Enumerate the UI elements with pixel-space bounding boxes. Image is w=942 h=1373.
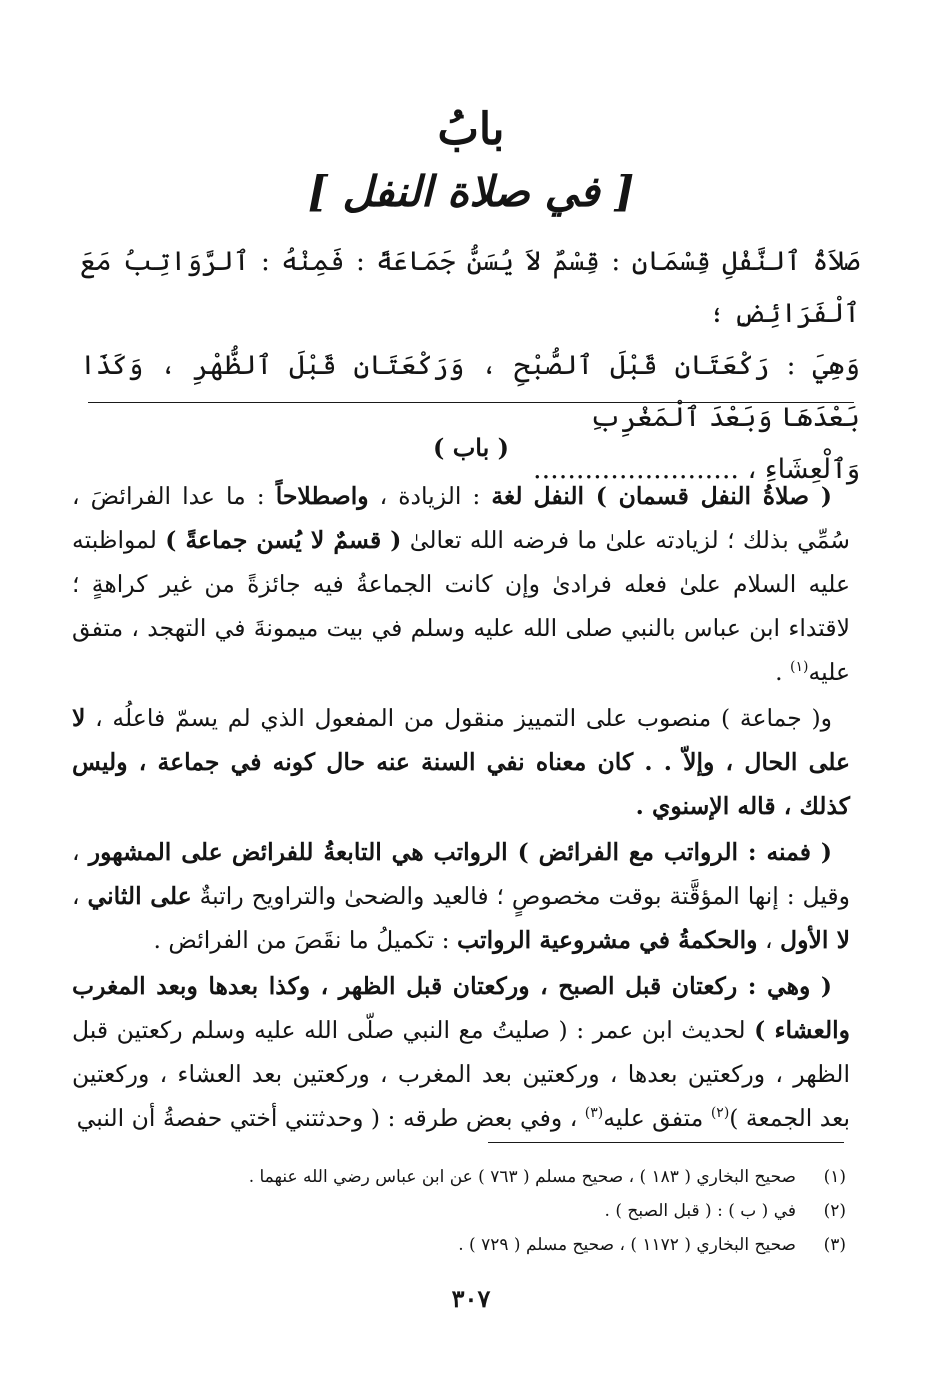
quoted-matn: ( وهي : ركعتان قبل الصبح ، وركعتان قبل الظهر ، وكذا بعدها وبعد المغرب والعشاء ) xyxy=(72,972,850,1044)
footnote xyxy=(86,1228,846,1262)
commentary-text: : الزيادة ، xyxy=(379,482,481,510)
commentary-text: لمواظبته عليه السلام علىٰ فعله فرادىٰ وإن كانت الجماعةُ فيه جائزةً من غير كراهةٍ ؛ لاقتداء ابن عباس بالنبي صلى الله عليه وسلم في بيت ميمونةَ في التهجد ، متفق عليه xyxy=(72,526,850,686)
bold-term: لا الأول xyxy=(780,926,850,954)
footnote-ref[interactable]: (١) xyxy=(790,659,809,676)
footnote-ref[interactable]: (٢) xyxy=(710,1105,730,1122)
commentary-text: ، xyxy=(72,882,80,910)
footnote-text: صحيح البخاري ( ١١٧٢ ) ، صحيح مسلم ( ٧٢٩ ) . xyxy=(458,1235,796,1255)
footnote-number: (١) xyxy=(823,1167,846,1187)
matn-line: وَهِيَ : رَكْعَتَانِ قَبْلَ ٱلصُّبْحِ ، وَرَكْعَتَانِ قَبْلَ ٱلظُّهْرِ ، وَكَذَا بَعْدَهَا وَبَعْدَ ٱلْمَغْرِبِ xyxy=(80,350,860,433)
footnote xyxy=(86,1194,846,1228)
bold-term: على المشهور xyxy=(88,838,223,866)
bold-term: على الثاني xyxy=(87,882,192,910)
bold-term: لغة xyxy=(491,482,523,510)
quoted-matn: ( قسمٌ لا يُسن جماعةً ) xyxy=(165,526,402,554)
commentary-paragraph xyxy=(72,830,850,962)
footnote-ref[interactable]: (٣) xyxy=(584,1105,604,1122)
commentary-text: ، وفي بعض طرقه : ( وحدثتني أختي حفصةُ أن النبي xyxy=(76,1104,585,1132)
commentary-text: : تكميلُ ما نقَصَ من الفرائض . xyxy=(153,926,450,954)
footnotes xyxy=(86,1160,846,1262)
commentary-text: ، xyxy=(764,926,773,954)
matn-line-text: وَٱلْعِشَاءِ ، xyxy=(747,454,860,485)
bold-term: واصطلاحاً xyxy=(275,482,369,510)
footnote xyxy=(86,1160,846,1194)
matn-line: صَلاَةُ ٱلنَّفْلِ قِسْمَانِ : قِسْمٌ لاَ يُسَنُّ جَمَاعَةً : فَمِنْهُ : ٱلرَّوَاتِبُ مَعَ ٱلْفَرَائِضِ ؛ xyxy=(80,246,860,329)
chapter-subheading: [ في صلاة النفل ] xyxy=(307,167,635,216)
commentary-text: : ما عدا الفرائضَ ، سُمِّي بذلك ؛ لزيادته علىٰ ما فرضه الله تعالىٰ xyxy=(72,482,850,554)
footnote-text: في ( ب ) : ( قبل الصبح ) . xyxy=(604,1201,796,1221)
bold-term: لا على الحال ، وإلاّ . . كان معناه نفي السنة عنه حال كونه في جماعة ، وليس كذلك ، قاله الإسنوي . xyxy=(72,704,850,820)
quoted-matn: ( صلاةُ النفل قسمان ) النفل xyxy=(533,482,832,510)
footnote-number: (٣) xyxy=(823,1235,846,1255)
matn-dots: ........................ xyxy=(533,454,739,485)
section-divider xyxy=(88,402,854,403)
sharh-heading: ( باب ) xyxy=(432,433,509,462)
footnote-rule xyxy=(488,1142,844,1143)
page-number: ٣٠٧ xyxy=(451,1284,491,1313)
commentary-text: لحديث ابن عمر : ( صليتُ مع النبي صلّى الله عليه وسلم ركعتين قبل الظهر ، وركعتين بعدها ، وركعتين بعد المغرب ، وركعتين بعد العشاء ، وركعتين بعد الجمعة ) xyxy=(72,1016,850,1132)
commentary-text: . xyxy=(775,658,791,686)
commentary-text: متفق عليه xyxy=(603,1104,711,1132)
commentary-paragraph xyxy=(72,696,850,828)
bold-term: والحكمةُ في مشروعية الرواتب xyxy=(457,926,758,954)
footnote-text: صحيح البخاري ( ١٨٣ ) ، صحيح مسلم ( ٧٦٣ ) عن ابن عباس رضي الله عنهما . xyxy=(248,1167,796,1187)
chapter-heading: بابُ xyxy=(437,104,505,155)
commentary-text: و( جماعة ) منصوب على التمييز منقول من المفعول الذي لم يسمّ فاعلُه ، xyxy=(95,704,832,732)
commentary-text: ، وقيل : إنها المؤقَّتة بوقت مخصوصٍ ؛ فالعيد والضحىٰ والتراويح راتبةٌ xyxy=(72,838,850,910)
footnote-number: (٢) xyxy=(823,1201,846,1221)
quoted-matn: ( فمنه : الرواتب مع الفرائض ) الرواتب هي التابعةُ للفرائض xyxy=(231,838,832,866)
commentary-paragraph xyxy=(72,474,850,694)
commentary xyxy=(72,474,850,1142)
commentary-paragraph xyxy=(72,964,850,1140)
